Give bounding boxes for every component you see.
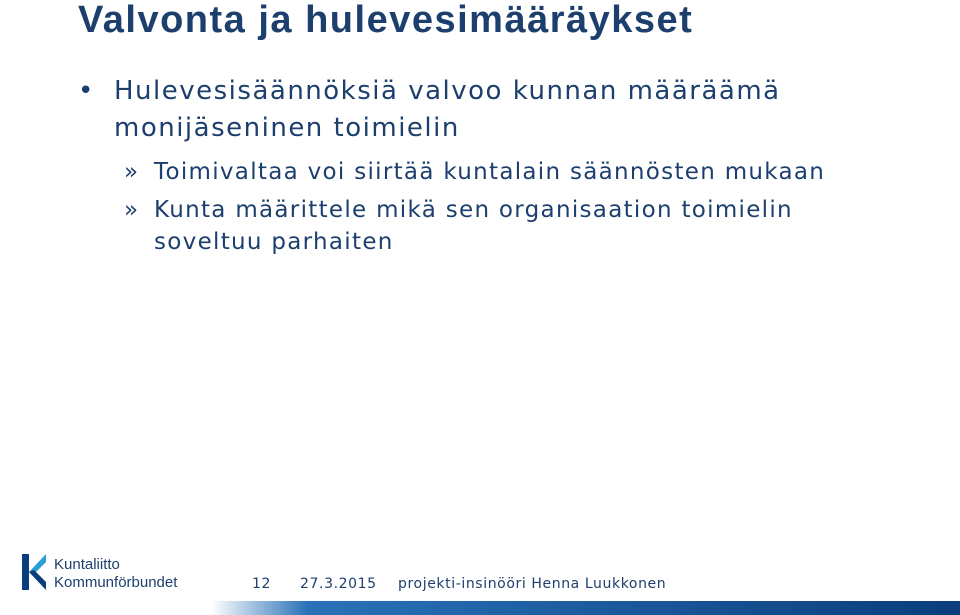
subbullet-text: Toimivaltaa voi siirtää kuntalain säännösten mukaan — [154, 159, 826, 185]
slide-date: 27.3.2015 — [300, 576, 377, 592]
subbullet-text: Kunta määrittele mikä sen organisaation toimielin soveltuu parhaiten — [154, 197, 793, 255]
page-number: 12 — [252, 576, 272, 592]
main-bullet — [78, 73, 878, 147]
footer-bar — [0, 601, 960, 615]
kuntaliitto-logo — [20, 550, 190, 595]
subbullet-marker: » — [124, 159, 140, 185]
bullet-marker: • — [78, 76, 95, 106]
slide-author: projekti-insinööri Henna Luukkonen — [398, 576, 667, 592]
subbullet-marker: » — [124, 197, 140, 223]
logo-text-line2: Kommunförbundet — [54, 574, 178, 591]
slide-title: Valvonta ja hulevesimääräykset — [78, 0, 694, 41]
bullet-text: Hulevesisäännöksiä valvoo kunnan määräämä monijäseninen toimielin — [114, 76, 781, 143]
logo-text-line1: Kuntaliitto — [54, 556, 120, 573]
subbullet-2 — [124, 194, 864, 258]
subbullet-1 — [124, 156, 864, 188]
kuntaliitto-logo-icon — [20, 552, 50, 592]
